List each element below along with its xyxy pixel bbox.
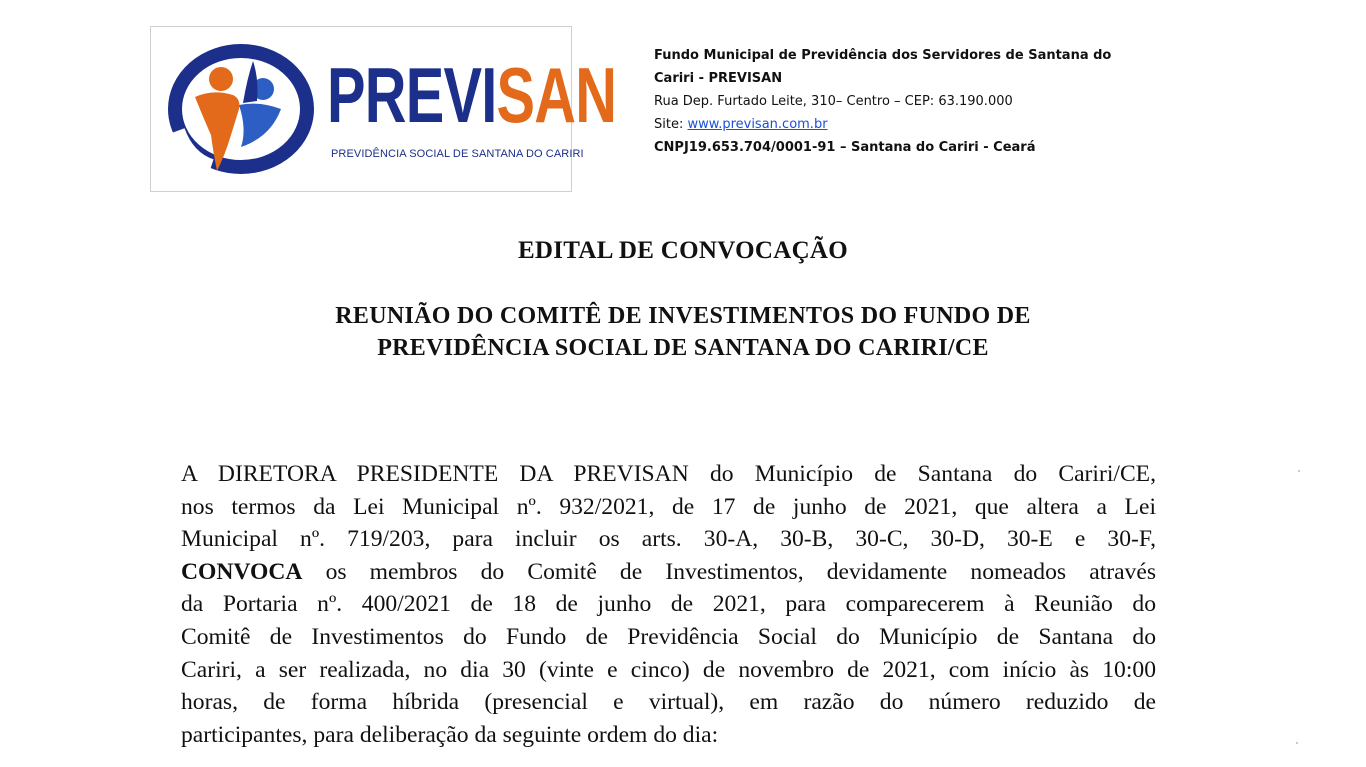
body-line: participantes, para deliberação da seguinte ordem do dia: [181,721,719,748]
body-line: nos termos da Lei Municipal nº. 932/2021, de 17 de junho de 2021, que altera a Lei [181,493,1156,520]
body-line-rest: os membros do Comitê de Investimentos, devidamente nomeados através [302,558,1156,585]
org-cnpj: CNPJ19.653.704/0001-91 – Santana do Cariri - Ceará [654,140,1036,155]
subtitle-line-2: PREVIDÊNCIA SOCIAL DE SANTANA DO CARIRI/CE [377,335,989,361]
subtitle-line-1: REUNIÃO DO COMITÊ DE INVESTIMENTOS DO FUNDO DE [335,303,1031,329]
org-address: Rua Dep. Furtado Leite, 310– Centro – CEP: 63.190.000 [654,94,1013,109]
convoca-keyword: CONVOCA [181,558,303,585]
org-name-line-2: Cariri - PREVISAN [654,71,783,86]
body-line: Comitê de Investimentos do Fundo de Previdência Social do Município de Santana do [181,623,1156,650]
logo-wordmark: PREVISAN [327,51,617,139]
body-line: Cariri, a ser realizada, no dia 30 (vinte e cinco) de novembro de 2021, com início às 10:00 [181,656,1156,683]
body-line: da Portaria nº. 400/2021 de 18 de junho de 2021, para comparecerem à Reunião do [181,591,1156,618]
body-line: A DIRETORA PRESIDENTE DA PREVISAN do Município de Santana do Cariri/CE, [181,461,1156,487]
body-line: horas, de forma híbrida (presencial e virtual), em razão do número reduzido de [181,689,1156,716]
body-paragraph [181,458,1156,751]
logo [150,26,617,192]
org-site-link[interactable]: www.previsan.com.br [687,117,828,132]
body-line: Municipal nº. 719/203, para incluir os arts. 30-A, 30-B, 30-C, 30-D, 30-E e 30-F, [181,526,1156,553]
document-subtitle [0,300,1366,364]
scan-speck [1296,742,1298,744]
logo-tagline: PREVIDÊNCIA SOCIAL DE SANTANA DO CARIRI [331,148,584,160]
document-title: EDITAL DE CONVOCAÇÃO [517,237,849,264]
scan-speck [1298,470,1300,472]
org-name-line-1: Fundo Municipal de Previdência dos Servidores de Santana do [654,48,1112,63]
organization-info [654,44,1154,159]
org-site-label: Site: [654,117,688,132]
body-line [181,556,1156,589]
previsan-emblem-icon [167,39,315,179]
org-site [654,113,1154,136]
